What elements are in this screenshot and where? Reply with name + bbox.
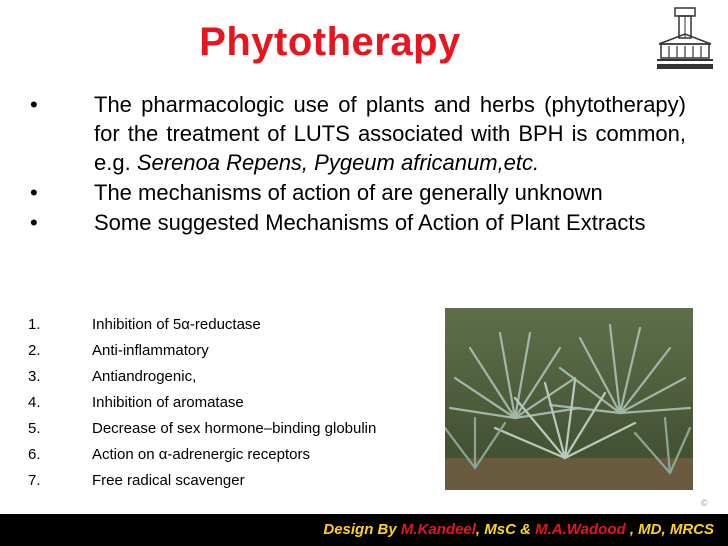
footer-author-1: M.Kandeel (400, 521, 476, 538)
list-item (28, 442, 448, 468)
list-item (28, 338, 448, 364)
bullet-text: The mechanisms of action of are generally unknown (94, 180, 603, 205)
list-text: Inhibition of 5α-reductase (92, 316, 261, 333)
list-number: 7. (28, 472, 41, 489)
list-number: 3. (28, 368, 41, 385)
footer-mid: , MsC & (475, 521, 536, 538)
footer-author-2: M.A.Wadood (535, 521, 626, 538)
bullet-text-plain: The pharmacologic use of plants and herbs (phytotherapy) for the treatment of LUTS associated with BPH is common, e.g. (94, 92, 686, 175)
bullet-text (94, 90, 686, 177)
slide-title: Phytotherapy (199, 20, 461, 64)
bullet-item (28, 90, 686, 177)
list-number: 6. (28, 446, 41, 463)
footer-suffix: , MD, MRCS (625, 521, 714, 538)
mechanism-list (28, 312, 448, 494)
footer-bar (0, 514, 728, 546)
bullet-mark: • (30, 180, 38, 205)
saw-palmetto-photo (445, 308, 693, 490)
list-text: Free radical scavenger (92, 472, 245, 489)
footer-credit (323, 521, 714, 538)
list-item (28, 312, 448, 338)
bullet-text-italic: Serenoa Repens, Pygeum africanum,etc. (136, 150, 540, 175)
list-item (28, 468, 448, 494)
footer-prefix: Design By (323, 521, 401, 538)
bullet-mark: • (30, 210, 38, 235)
list-number: 2. (28, 342, 41, 359)
list-item (28, 364, 448, 390)
bullet-item (28, 178, 686, 207)
list-text: Antiandrogenic, (92, 368, 197, 385)
bullet-text: Some suggested Mechanisms of Action of Plant Extracts (94, 210, 646, 235)
list-number: 5. (28, 420, 41, 437)
list-number: 1. (28, 316, 41, 333)
university-logo (651, 4, 719, 74)
list-text: Anti-inflammatory (92, 342, 209, 359)
bullet-list (28, 90, 686, 238)
list-number: 4. (28, 394, 41, 411)
bullet-mark: • (30, 92, 38, 117)
bullet-item (28, 208, 686, 237)
list-text: Inhibition of aromatase (92, 394, 244, 411)
list-item (28, 416, 448, 442)
list-item (28, 390, 448, 416)
list-text: Decrease of sex hormone–binding globulin (92, 420, 377, 437)
list-text: Action on α-adrenergic receptors (92, 446, 310, 463)
copyright-mark: © (701, 498, 708, 508)
